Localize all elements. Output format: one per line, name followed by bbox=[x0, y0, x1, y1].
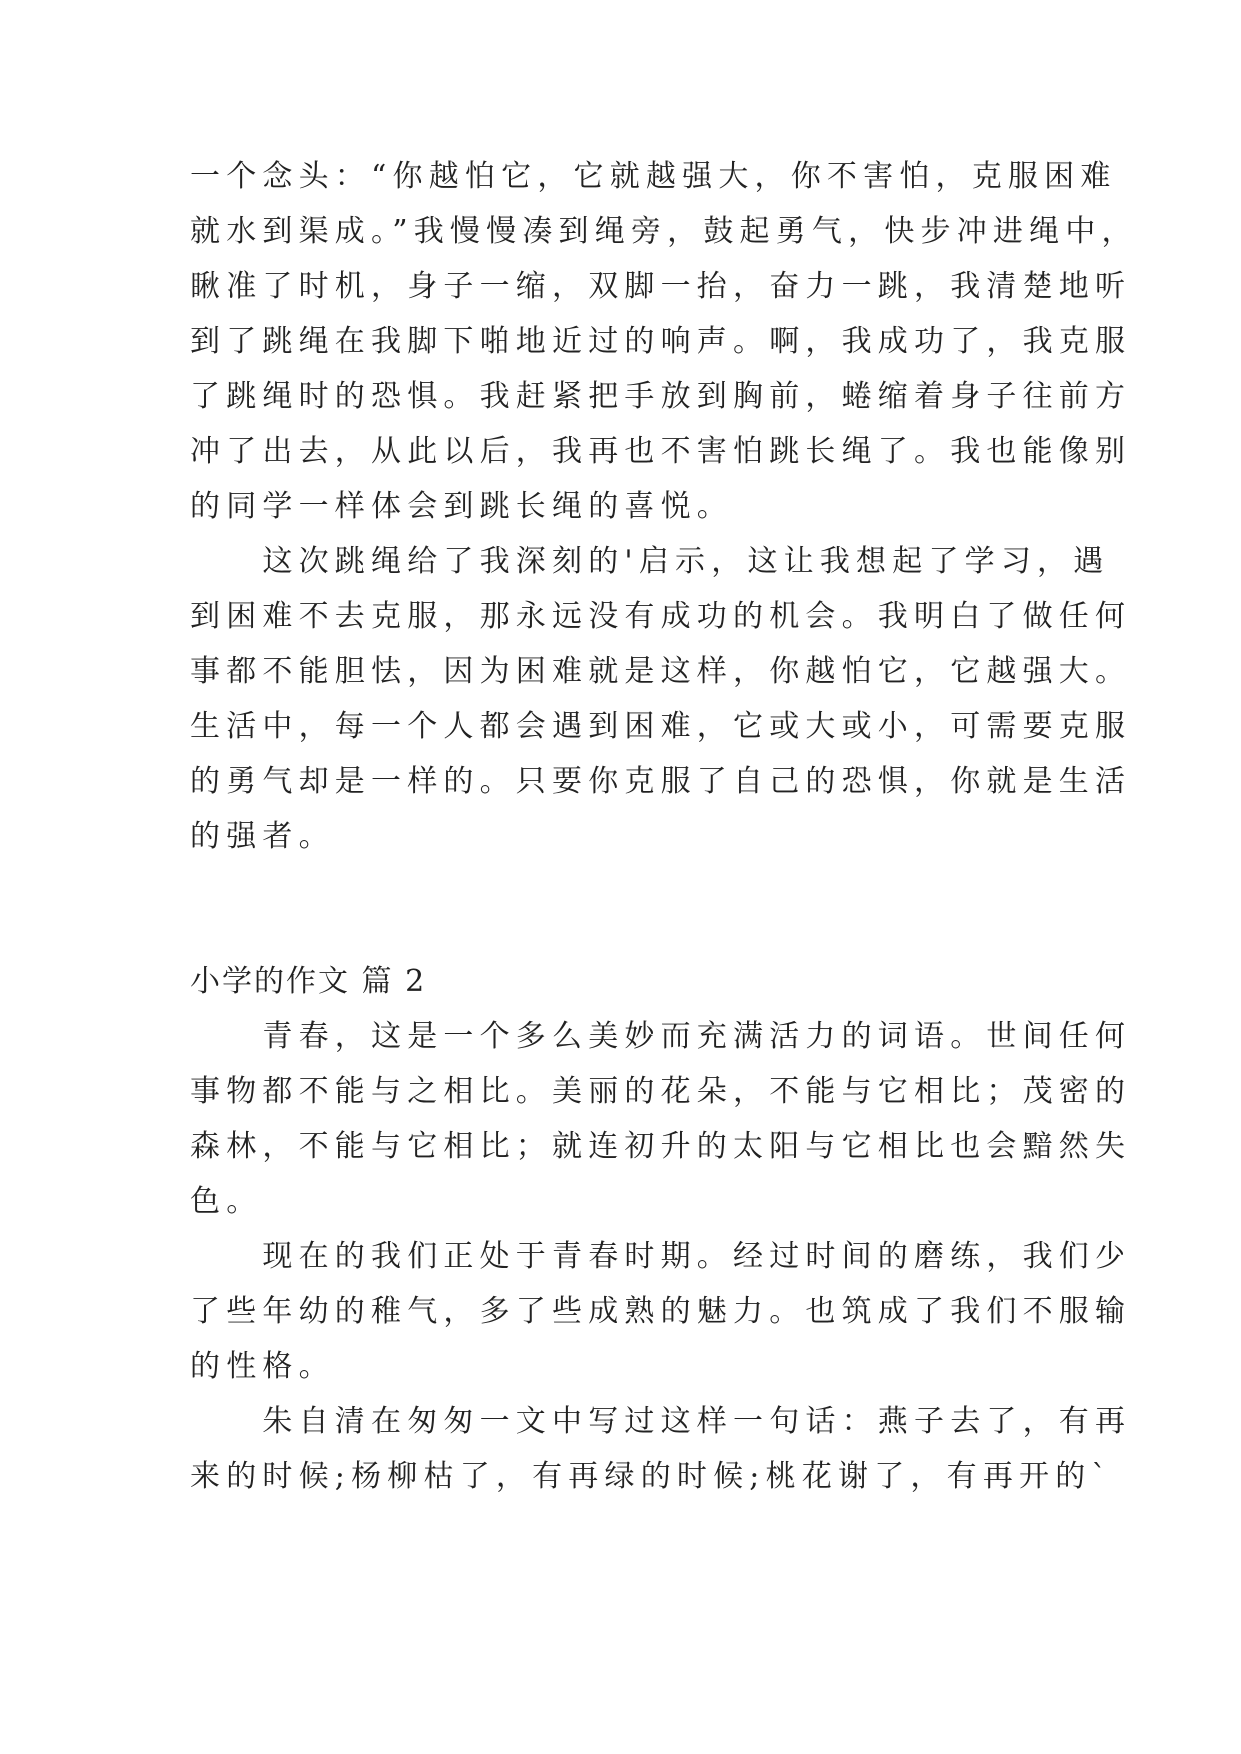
text-line: 事物都不能与之相比。美丽的花朵，不能与它相比；茂密的 bbox=[190, 1074, 1132, 1109]
section-heading: 小学的作文 篇 2 bbox=[190, 964, 427, 999]
text-line: 了些年幼的稚气，多了些成熟的魅力。也筑成了我们不服输 bbox=[190, 1294, 1132, 1329]
text-line: 的性格。 bbox=[190, 1349, 335, 1384]
text-line: 这次跳绳给了我深刻的'启示，这让我想起了学习，遇 bbox=[190, 544, 1110, 579]
text-line: 来的时候;杨柳枯了，有再绿的时候;桃花谢了，有再开的` bbox=[190, 1459, 1113, 1494]
text-line: 青春，这是一个多么美妙而充满活力的词语。世间任何 bbox=[190, 1019, 1132, 1054]
text-line: 瞅准了时机，身子一缩，双脚一抬，奋力一跳，我清楚地听 bbox=[190, 269, 1132, 304]
text-line: 生活中，每一个人都会遇到困难，它或大或小，可需要克服 bbox=[190, 709, 1132, 744]
text-line: 的勇气却是一样的。只要你克服了自己的恐惧，你就是生活 bbox=[190, 764, 1132, 799]
text-line: 现在的我们正处于青春时期。经过时间的磨练，我们少 bbox=[190, 1239, 1132, 1274]
text-line: 冲了出去，从此以后，我再也不害怕跳长绳了。我也能像别 bbox=[190, 434, 1132, 469]
text-line: 色。 bbox=[190, 1184, 263, 1219]
text-line: 就水到渠成。”我慢慢凑到绳旁，鼓起勇气，快步冲进绳中， bbox=[190, 214, 1138, 249]
text-line: 一个念头：“你越怕它，它就越强大，你不害怕，克服困难 bbox=[190, 159, 1117, 194]
text-line: 的同学一样体会到跳长绳的喜悦。 bbox=[190, 489, 733, 524]
text-line: 事都不能胆怯，因为困难就是这样，你越怕它，它越强大。 bbox=[190, 654, 1132, 689]
text-line: 到困难不去克服，那永远没有成功的机会。我明白了做任何 bbox=[190, 599, 1132, 634]
text-line: 的强者。 bbox=[190, 819, 335, 854]
text-line: 到了跳绳在我脚下啪地近过的响声。啊，我成功了，我克服 bbox=[190, 324, 1132, 359]
text-line: 了跳绳时的恐惧。我赶紧把手放到胸前，蜷缩着身子往前方 bbox=[190, 379, 1132, 414]
text-line: 朱自清在匆匆一文中写过这样一句话：燕子去了，有再 bbox=[190, 1404, 1132, 1439]
text-line: 森林，不能与它相比；就连初升的太阳与它相比也会黯然失 bbox=[190, 1129, 1132, 1164]
